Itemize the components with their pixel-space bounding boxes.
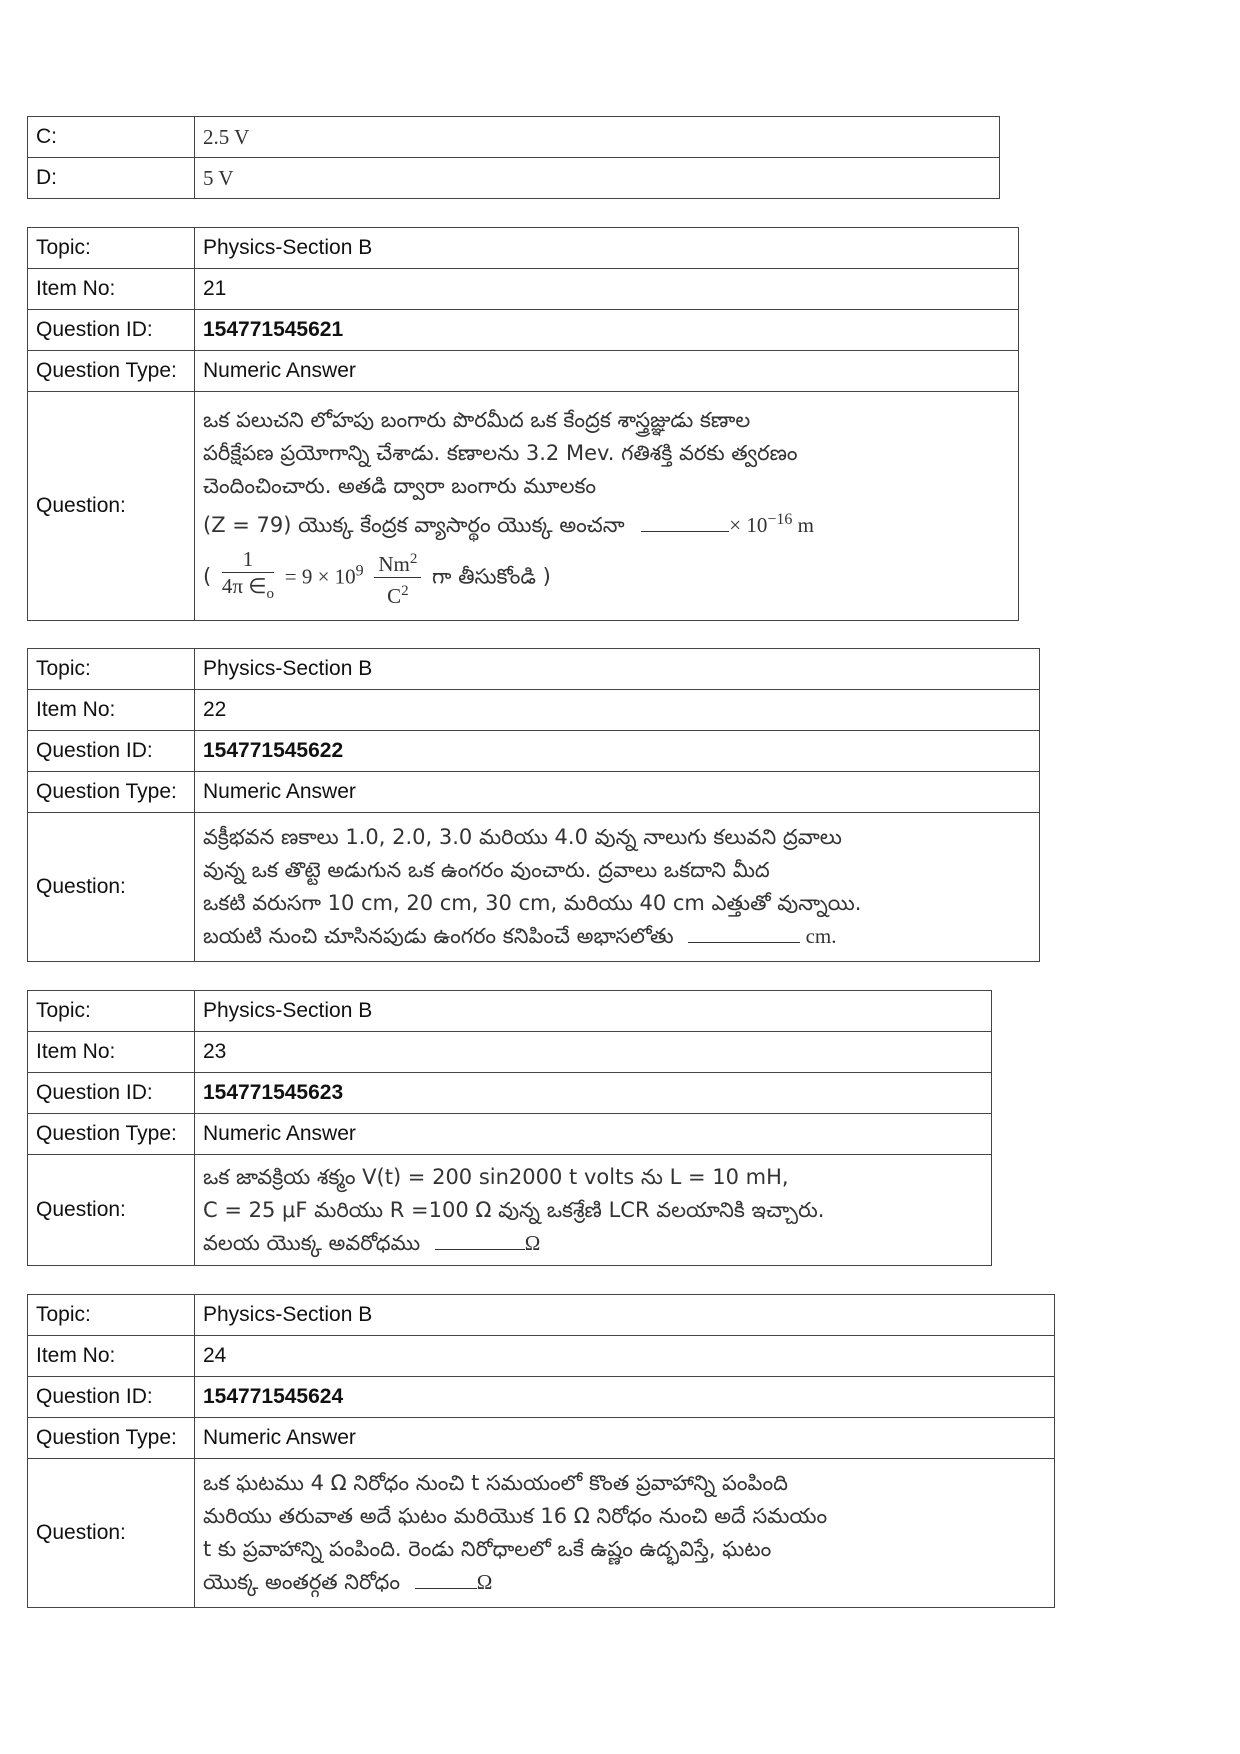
item-no-label: Item No: <box>28 1032 195 1073</box>
table-row <box>28 772 1040 813</box>
fraction-numerator: 1 <box>222 546 274 573</box>
question-table-23 <box>27 990 992 1266</box>
table-row <box>28 351 1019 392</box>
question-table-21 <box>27 227 1019 621</box>
question-line: t కు ప్రవాహాన్ని పంపింది. రెండు నిరోధాలలో ఒకే ఉష్ణం ఉద్భవిస్తే, ఘటం <box>203 1537 772 1561</box>
table-row <box>28 1418 1055 1459</box>
question-text-part: వలయ యొక్క అవరోధము <box>203 1230 421 1255</box>
question-text-part: × 10 <box>729 512 768 537</box>
question-line: పరీక్షేపణ ప్రయోగాన్ని చేశాడు. కణాలను 3.2 Mev. గతిశక్తి వరకు త్వరణం <box>203 440 798 465</box>
table-row <box>28 1073 992 1114</box>
question-line: ఒకటి వరుసగా 10 cm, 20 cm, 30 cm, మరియు 40 cm ఎత్తుతో వున్నాయి. <box>203 891 862 915</box>
table-row <box>28 991 992 1032</box>
table-row <box>28 1459 1055 1608</box>
answer-blank <box>435 1229 525 1250</box>
fraction-denominator <box>222 573 274 607</box>
prev-options-table <box>27 116 1000 199</box>
open-paren: ( <box>203 564 212 588</box>
question-type-label: Question Type: <box>28 1114 195 1155</box>
topic-value: Physics-Section B <box>195 649 1040 690</box>
exponent: 9 <box>355 562 364 579</box>
item-no-label: Item No: <box>28 1336 195 1377</box>
table-row <box>28 310 1019 351</box>
question-id-value: 154771545622 <box>195 731 1040 772</box>
item-no-value: 22 <box>195 690 1040 731</box>
question-type-label: Question Type: <box>28 1418 195 1459</box>
exponent: −16 <box>767 510 793 528</box>
question-type-value: Numeric Answer <box>195 1114 992 1155</box>
fraction-denominator <box>374 578 421 609</box>
question-text <box>195 392 1019 621</box>
question-type-value: Numeric Answer <box>195 772 1040 813</box>
answer-blank <box>415 1568 477 1589</box>
question-id-label: Question ID: <box>28 1073 195 1114</box>
question-line: వక్రీభవన ణకాలు 1.0, 2.0, 3.0 మరియు 4.0 వున్న నాలుగు కలువని ద్రవాలు <box>203 825 842 849</box>
question-id-label: Question ID: <box>28 731 195 772</box>
table-row <box>28 813 1040 962</box>
question-line: ఒక జావక్రియ శక్మం V(t) = 200 sin2000 t volts ను L = 10 mH, <box>203 1164 789 1189</box>
question-text-part: Ω <box>524 1230 541 1255</box>
question-table-22 <box>27 648 1040 962</box>
question-label: Question: <box>28 1155 195 1266</box>
question-line <box>203 503 1010 542</box>
table-row <box>28 1114 992 1155</box>
question-label: Question: <box>28 813 195 962</box>
question-line <box>203 1566 1046 1599</box>
question-id-label: Question ID: <box>28 1377 195 1418</box>
table-row <box>28 1155 992 1266</box>
question-line: C = 25 μF మరియు R =100 Ω వున్న ఒకశ్రేణి LCR వలయానికి ఇచ్చారు. <box>203 1197 825 1222</box>
question-line: ఒక ఘటము 4 Ω నిరోధం నుంచి t సమయంలో కొంత ప్రవాహాన్ని పంపింది <box>203 1471 788 1495</box>
table-row <box>28 690 1040 731</box>
question-text <box>195 813 1040 962</box>
fraction-units <box>374 546 421 609</box>
item-no-value: 24 <box>195 1336 1055 1377</box>
fraction-numerator-text: Nm <box>378 551 410 576</box>
table-row <box>28 1295 1055 1336</box>
question-line <box>203 546 1010 609</box>
table-row <box>28 1336 1055 1377</box>
table-row <box>28 1032 992 1073</box>
fraction-numerator <box>374 546 421 578</box>
question-label: Question: <box>28 392 195 621</box>
table-row <box>28 158 1000 199</box>
topic-value: Physics-Section B <box>195 991 992 1032</box>
table-row <box>28 731 1040 772</box>
question-line: చెందించించారు. అతడి ద్వారా బంగారు మూలకం <box>203 473 597 498</box>
question-text <box>195 1459 1055 1608</box>
option-label: C: <box>28 117 195 158</box>
question-line <box>203 1227 983 1260</box>
question-id-value: 154771545621 <box>195 310 1019 351</box>
question-line: వున్న ఒక తొట్టె అడుగున ఒక ఉంగరం వుంచారు. ద్రవాలు ఒకదాని మీద <box>203 858 770 882</box>
question-id-label: Question ID: <box>28 310 195 351</box>
topic-value: Physics-Section B <box>195 1295 1055 1336</box>
table-row <box>28 117 1000 158</box>
item-no-value: 21 <box>195 269 1019 310</box>
question-text-part: గా తీసుకోండి ) <box>432 564 551 588</box>
question-text-part: (Z = 79) యొక్క కేంద్రక వ్యాసార్థం యొక్క అంచనా <box>203 512 625 537</box>
table-row <box>28 228 1019 269</box>
answer-blank <box>688 922 800 943</box>
exponent: 2 <box>401 582 409 599</box>
option-value: 5 V <box>195 158 1000 199</box>
question-line <box>203 920 1031 953</box>
question-type-value: Numeric Answer <box>195 1418 1055 1459</box>
topic-label: Topic: <box>28 649 195 690</box>
table-row <box>28 649 1040 690</box>
option-label: D: <box>28 158 195 199</box>
question-type-label: Question Type: <box>28 351 195 392</box>
subscript: o <box>266 586 275 603</box>
table-row <box>28 1377 1055 1418</box>
item-no-label: Item No: <box>28 269 195 310</box>
question-id-value: 154771545624 <box>195 1377 1055 1418</box>
question-id-value: 154771545623 <box>195 1073 992 1114</box>
question-text-part: m <box>792 512 814 537</box>
topic-label: Topic: <box>28 991 195 1032</box>
topic-label: Topic: <box>28 228 195 269</box>
question-text <box>195 1155 992 1266</box>
question-line: మరియు తరువాత అదే ఘటం మరియొక 16 Ω నిరోధం నుంచి అదే సమయం <box>203 1504 828 1528</box>
question-table-24 <box>27 1294 1055 1608</box>
question-text-part: = 9 × 10 <box>284 564 356 588</box>
question-line: ఒక పలుచని లోహపు బంగారు పొరమీద ఒక కేంద్రక శాస్త్రజ్ఞుడు కణాల <box>203 407 751 432</box>
fraction-denominator-text: 4π ∈ <box>221 574 267 599</box>
question-label: Question: <box>28 1459 195 1608</box>
exponent: 2 <box>409 550 418 567</box>
question-text-part: యొక్క అంతర్గత నిరోధం <box>203 1570 401 1594</box>
question-text-part: బయటి నుంచి చూసినపుడు ఉంగరం కనిపించే అభాసలోతు <box>203 924 674 948</box>
answer-blank <box>641 511 729 532</box>
question-text-part: cm. <box>800 924 837 948</box>
topic-label: Topic: <box>28 1295 195 1336</box>
table-row <box>28 269 1019 310</box>
question-type-label: Question Type: <box>28 772 195 813</box>
question-type-value: Numeric Answer <box>195 351 1019 392</box>
question-text-part: Ω <box>476 1570 493 1594</box>
table-row <box>28 392 1019 621</box>
item-no-label: Item No: <box>28 690 195 731</box>
fraction-coulomb <box>222 546 274 607</box>
topic-value: Physics-Section B <box>195 228 1019 269</box>
item-no-value: 23 <box>195 1032 992 1073</box>
fraction-denominator-text: C <box>387 583 402 608</box>
option-value: 2.5 V <box>195 117 1000 158</box>
